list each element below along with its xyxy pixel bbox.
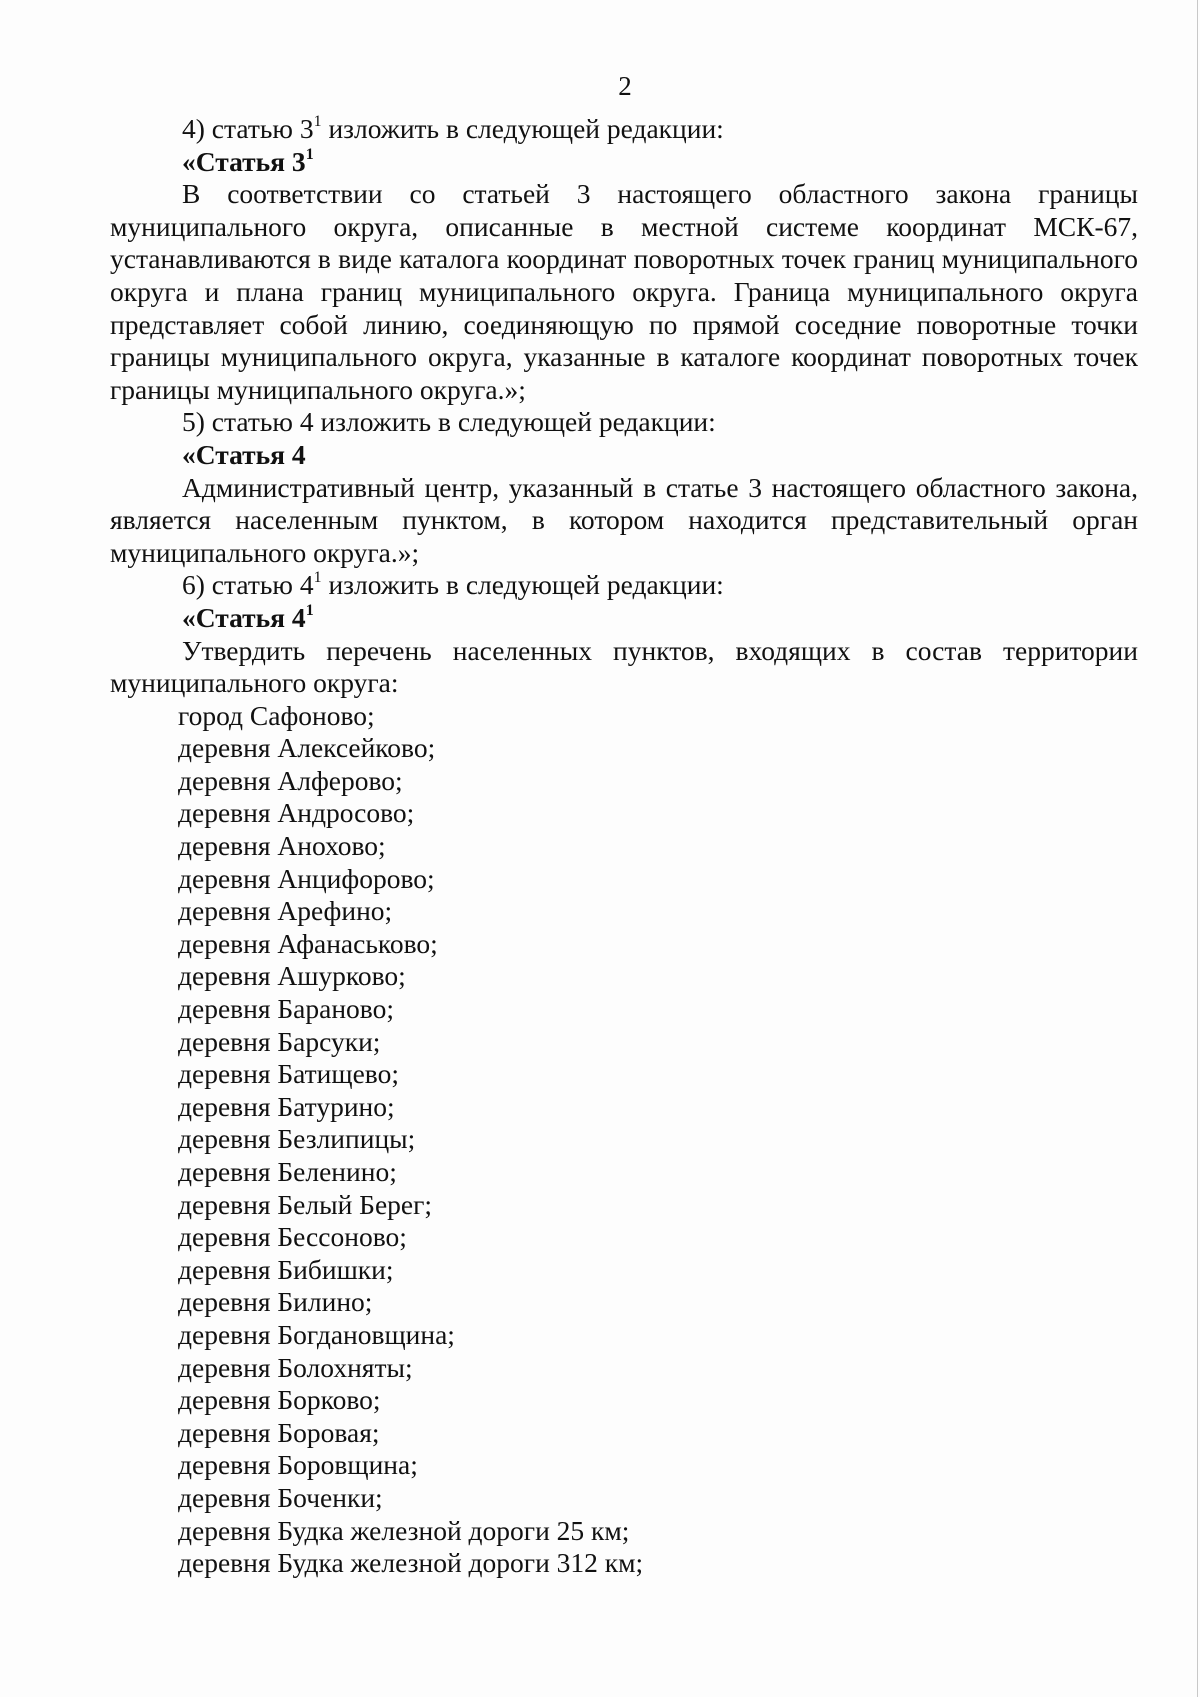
amendment-item-6-prefix: 6) статью 4 bbox=[182, 569, 314, 601]
amendment-item-4-sup: 1 bbox=[313, 113, 322, 130]
article-4-text: Административный центр, указанный в статье 3 настоящего областного закона, является населенным пунктом, в котором находится представительный орган муниципального округа.»; bbox=[110, 471, 1138, 568]
list-item: деревня Богдановщина; bbox=[178, 1318, 455, 1350]
list-item: деревня Бибишки; bbox=[178, 1253, 394, 1285]
list-item: деревня Андросово; bbox=[178, 797, 415, 829]
document-body bbox=[110, 113, 1138, 1580]
amendment-item-4 bbox=[110, 113, 1138, 146]
article-4-1-heading-text: «Статья 4 bbox=[182, 601, 306, 633]
article-3-1-heading bbox=[110, 146, 1138, 179]
article-3-1-text: В соответствии со статьей 3 настоящего областного закона границы муниципального округа, описанные в местной системе координат МСК-67, устанавливаются в виде каталога координат поворотных точек границ муниципального округа и плана границ муниципального округа. Граница муниципального округа представляет собой линию, соединяющую по прямой соседние поворотные точки границы муниципального округа, указанные в каталоге координат поворотных точек границы муниципального округа.»; bbox=[110, 178, 1138, 405]
amendment-item-5: 5) статью 4 изложить в следующей редакции: bbox=[182, 406, 716, 438]
list-item: деревня Батищево; bbox=[178, 1058, 399, 1090]
list-item: деревня Безлипицы; bbox=[178, 1123, 416, 1155]
list-item: деревня Бессоново; bbox=[178, 1221, 407, 1253]
list-item: деревня Алферово; bbox=[178, 764, 403, 796]
list-item: деревня Батурино; bbox=[178, 1090, 395, 1122]
settlement-list bbox=[110, 700, 1138, 1580]
article-4-1-heading-sup: 1 bbox=[305, 601, 314, 619]
list-item: деревня Анохово; bbox=[178, 830, 386, 862]
scan-edge-line bbox=[1197, 0, 1198, 1697]
article-4-1-text: Утвердить перечень населенных пунктов, входящих в состав территории муниципального округа: bbox=[110, 634, 1138, 699]
list-item: деревня Ашурково; bbox=[178, 960, 406, 992]
list-item: деревня Борково; bbox=[178, 1384, 381, 1416]
amendment-item-4-suffix: изложить в следующей редакции: bbox=[321, 113, 724, 144]
list-item: деревня Анцифорово; bbox=[178, 862, 435, 894]
list-item: деревня Белый Берег; bbox=[178, 1188, 433, 1220]
amendment-item-6-sup: 1 bbox=[313, 569, 322, 587]
list-item: деревня Будка железной дороги 25 км; bbox=[178, 1514, 630, 1546]
list-item: деревня Болохняты; bbox=[178, 1351, 413, 1383]
article-4-heading: «Статья 4 bbox=[182, 438, 306, 470]
list-item: деревня Будка железной дороги 312 км; bbox=[178, 1547, 644, 1579]
list-item: деревня Афанаськово; bbox=[178, 927, 438, 959]
list-item: деревня Арефино; bbox=[178, 895, 393, 927]
page-number: 2 bbox=[618, 71, 632, 101]
article-3-1-heading-sup: 1 bbox=[305, 145, 314, 163]
list-item: деревня Боченки; bbox=[178, 1481, 383, 1513]
article-3-1-heading-text: «Статья 3 bbox=[182, 145, 306, 177]
list-item: деревня Барсуки; bbox=[178, 1025, 381, 1057]
amendment-item-6 bbox=[110, 569, 1138, 602]
list-item: город Сафоново; bbox=[178, 699, 375, 731]
amendment-item-4-prefix: 4) статью 3 bbox=[182, 113, 314, 144]
amendment-item-6-suffix: изложить в следующей редакции: bbox=[321, 569, 724, 601]
list-item: деревня Боровщина; bbox=[178, 1449, 418, 1481]
list-item: деревня Боровая; bbox=[178, 1416, 380, 1448]
list-item: деревня Алексейково; bbox=[178, 732, 436, 764]
list-item: деревня Беленино; bbox=[178, 1156, 397, 1187]
list-item: деревня Бараново; bbox=[178, 993, 394, 1025]
list-item: деревня Билино; bbox=[178, 1286, 373, 1318]
article-4-1-heading bbox=[110, 602, 1138, 635]
